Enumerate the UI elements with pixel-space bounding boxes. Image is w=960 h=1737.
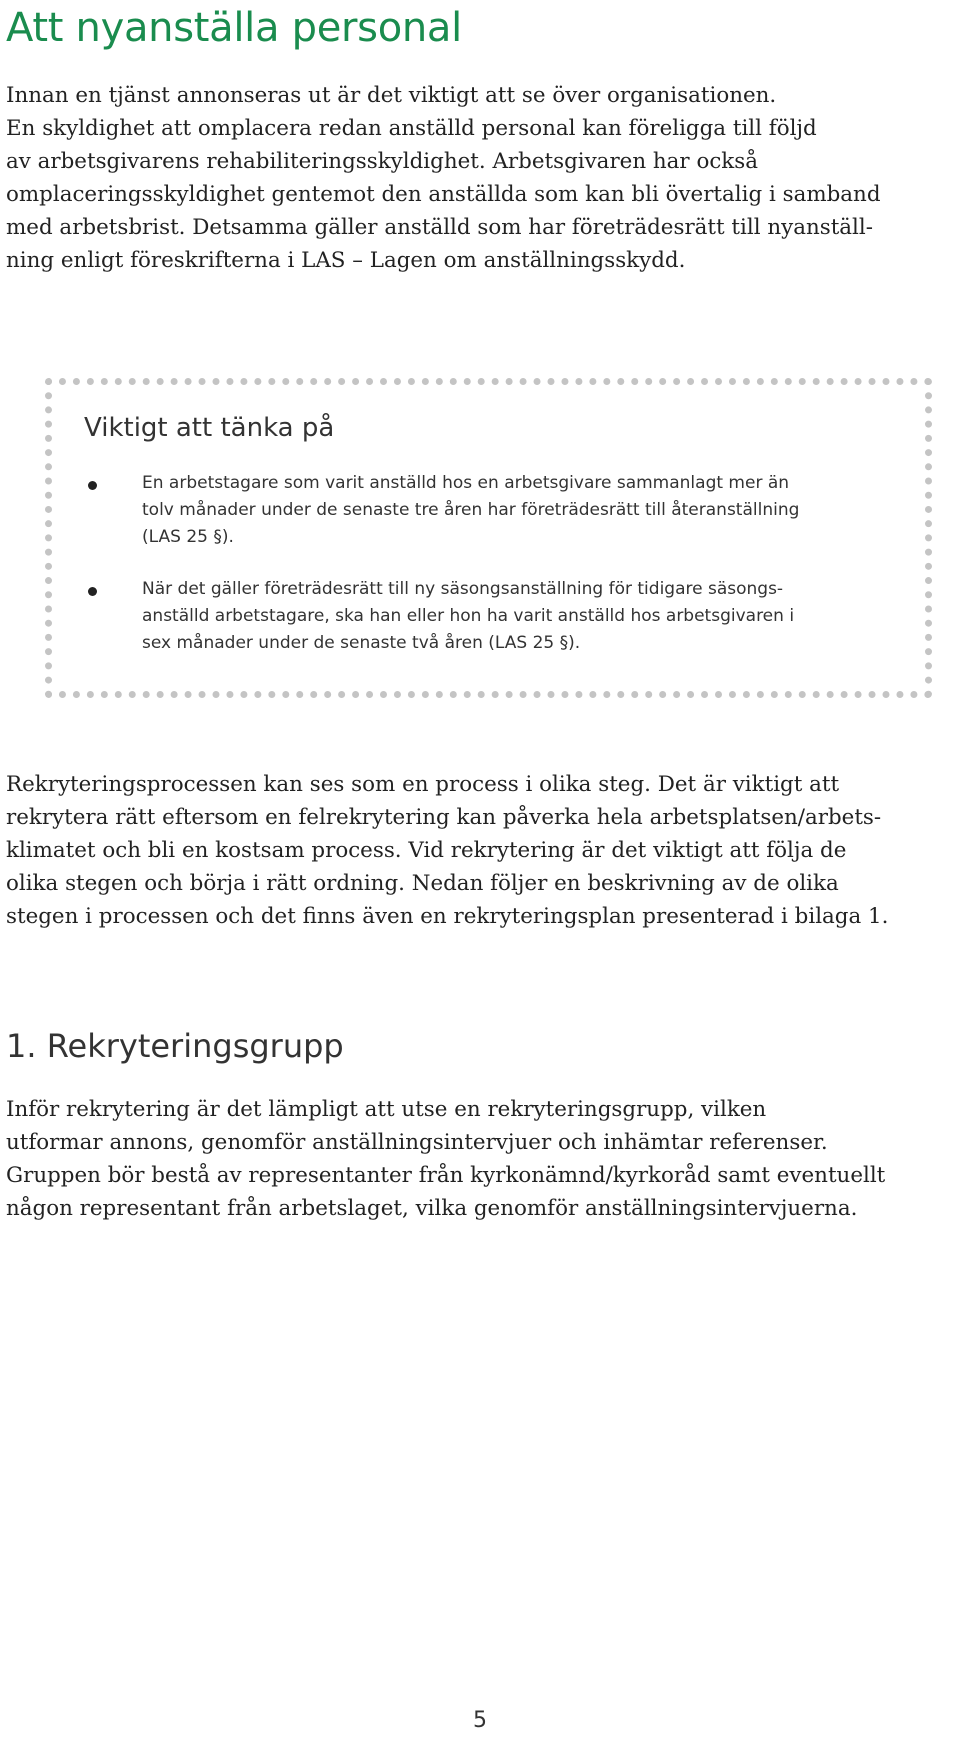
bullet-dot-icon [88, 481, 97, 490]
bullet-dot-icon [88, 587, 97, 596]
section-line: utformar annons, genomför anställningsintervjuer och inhämtar referenser. [6, 1130, 828, 1155]
section-line: Inför rekrytering är det lämpligt att utse en rekryteringsgrupp, vilken [6, 1097, 767, 1122]
bullet-line: anställd arbetstagare, ska han eller hon ha varit anställd hos arbetsgivaren i [142, 606, 795, 626]
callout-bullet-list [88, 470, 908, 682]
process-line: Rekryteringsprocessen kan ses som en process i olika steg. Det är viktigt att [6, 772, 840, 797]
intro-line: omplaceringsskyldighet gentemot den anställda som kan bli övertalig i samband [6, 182, 881, 207]
process-line: rekrytera rätt eftersom en felrekrytering kan påverka hela arbetsplatsen/arbets- [6, 805, 882, 830]
intro-line: En skyldighet att omplacera redan anställd personal kan föreligga till följd [6, 116, 817, 141]
process-line: stegen i processen och det finns även en rekryteringsplan presenterad i bilaga 1. [6, 904, 889, 929]
section-line: Gruppen bör bestå av representanter från kyrkonämnd/kyrkoråd samt eventuellt [6, 1163, 886, 1188]
process-paragraph [6, 768, 888, 933]
page-number: 5 [473, 1708, 487, 1733]
intro-line: av arbetsgivarens rehabiliteringsskyldighet. Arbetsgivaren har också [6, 149, 759, 174]
bullet-line: tolv månader under de senaste tre åren har företrädesrätt till återanställning [142, 500, 800, 520]
page-title: Att nyanställa personal [6, 5, 462, 51]
intro-line: Innan en tjänst annonseras ut är det viktigt att se över organisationen. [6, 83, 777, 108]
section-heading: 1. Rekryteringsgrupp [6, 1027, 344, 1065]
section-line: någon representant från arbetslaget, vilka genomför anställningsintervjuerna. [6, 1196, 858, 1221]
process-line: olika stegen och börja i rätt ordning. Nedan följer en beskrivning av de olika [6, 871, 839, 896]
intro-line: med arbetsbrist. Detsamma gäller anställd som har företrädesrätt till nyanställ- [6, 215, 873, 240]
callout-bullet [88, 576, 908, 657]
bullet-line: (LAS 25 §). [142, 527, 234, 547]
bullet-line: När det gäller företrädesrätt till ny säsongsanställning för tidigare säsongs- [142, 579, 784, 599]
intro-paragraph [6, 79, 881, 277]
bullet-line: sex månader under de senaste två åren (LAS 25 §). [142, 633, 581, 653]
section-paragraph [6, 1093, 885, 1225]
callout-bullet [88, 470, 908, 551]
process-line: klimatet och bli en kostsam process. Vid rekrytering är det viktigt att följa de [6, 838, 847, 863]
callout-heading: Viktigt att tänka på [84, 413, 335, 443]
intro-line: ning enligt föreskrifterna i LAS – Lagen om anställningsskydd. [6, 248, 686, 273]
bullet-line: En arbetstagare som varit anställd hos en arbetsgivare sammanlagt mer än [142, 473, 790, 493]
